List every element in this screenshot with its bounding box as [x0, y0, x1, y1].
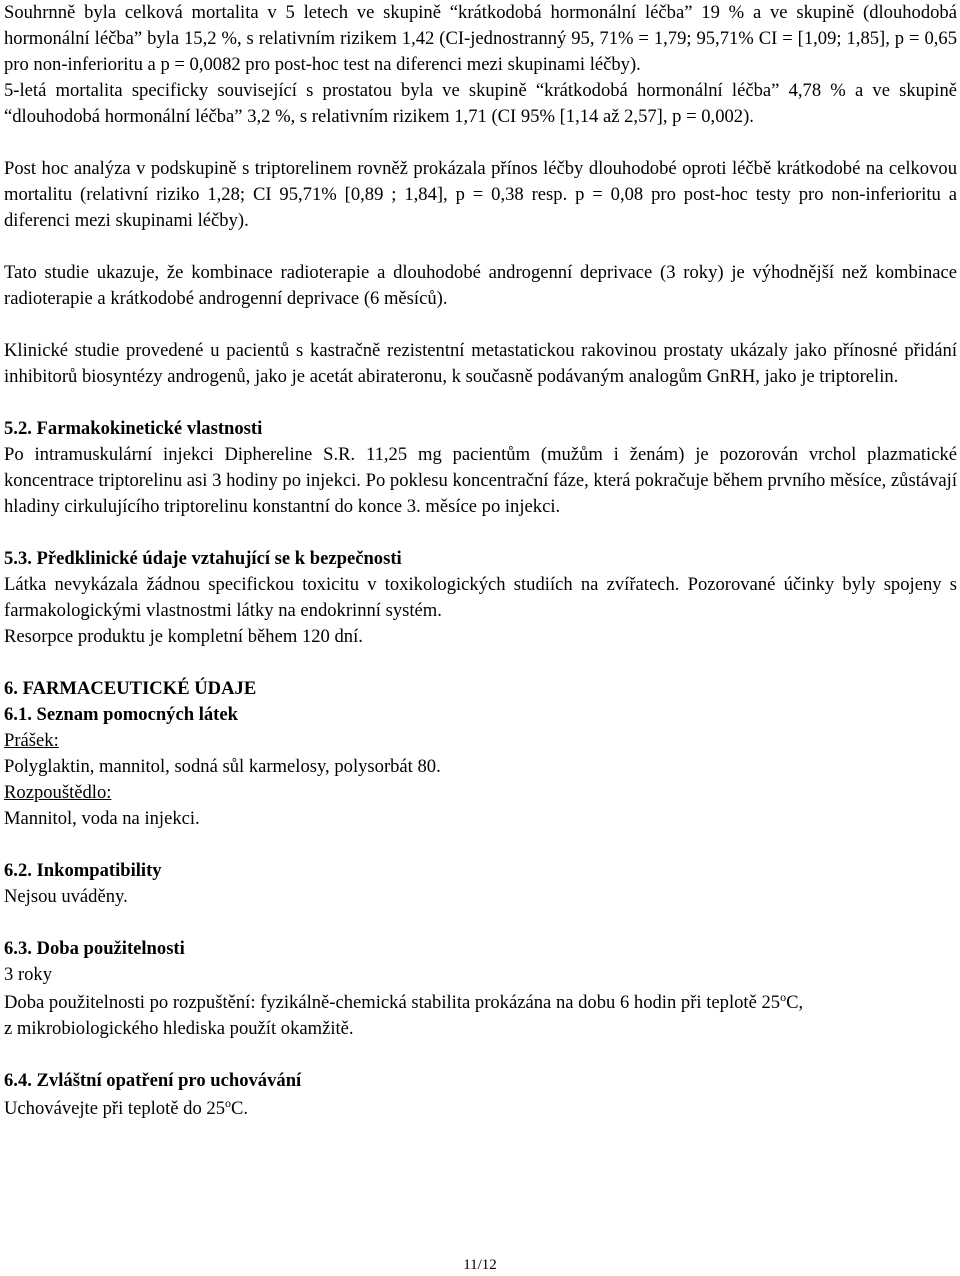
text-6-3-after: C,: [786, 992, 804, 1013]
section-6-4: [4, 1068, 957, 1122]
label-solvent-text: Rozpouštědlo:: [4, 782, 112, 803]
text-6-4-before: Uchovávejte při teplotě do 25: [4, 1098, 225, 1119]
heading-6-4: 6.4. Zvláštní opatření pro uchovávání: [4, 1070, 302, 1091]
heading-6: 6. FARMACEUTICKÉ ÚDAJE: [4, 678, 257, 699]
degree-sup: o: [780, 990, 787, 1004]
text-5-3-resorption: Resorpce produktu je kompletní během 120 dní.: [4, 626, 363, 647]
document-page: [4, 0, 957, 1122]
section-6-2: [4, 858, 957, 910]
text-powder: Polyglaktin, mannitol, sodná sůl karmelosy, polysorbát 80.: [4, 756, 441, 777]
text-solvent: Mannitol, voda na injekci.: [4, 808, 200, 829]
text-6-3-after-reconstitution: [4, 990, 957, 1016]
text-6-2: Nejsou uváděny.: [4, 886, 128, 907]
text-6-3-years: 3 roky: [4, 964, 53, 985]
text-5-3-toxicity: Látka nevykázala žádnou specifickou toxicitu v toxikologických studiích na zvířatech. Pozorované účinky byly spojeny s farmakologickými vlastnostmi látky na endokrinní systém.: [4, 574, 957, 621]
text-6-4-after: C.: [231, 1098, 249, 1119]
label-powder-text: Prášek:: [4, 730, 59, 751]
text-6-3-microbiological: z mikrobiologického hlediska použít okamžitě.: [4, 1018, 354, 1039]
heading-5-2: 5.2. Farmakokinetické vlastnosti: [4, 418, 263, 439]
heading-6-2: 6.2. Inkompatibility: [4, 860, 162, 881]
text-6-4: [4, 1096, 957, 1122]
section-6-3: [4, 936, 957, 1042]
degree-sup-6-4: o: [225, 1096, 231, 1110]
paragraph-prostate-mortality: 5-letá mortalita specificky související s prostatou byla ve skupině “krátkodobá hormonální léčba” 4,78 % a ve skupině “dlouhodobá hormonální léčba” 3,2 %, s relativním rizikem 1,71 (CI 95% [1,14 až 2,57], p = 0,002).: [4, 80, 957, 127]
paragraph-clinical-studies: Klinické studie provedené u pacientů s kastračně rezistentní metastatickou rakovinou prostaty ukázaly jako přínosné přidání inhibitorů biosyntézy androgenů, jako je acetát abirateronu, k současně podávaným analogům GnRH, jako je triptorelin.: [4, 340, 957, 387]
paragraph-post-hoc-analysis: Post hoc analýza v podskupině s triptorelinem rovněž prokázala přínos léčby dlouhodobé oproti léčbě krátkodobé na celkovou mortalitu (relativní riziko 1,28; CI 95,71% [0,89 ; 1,84], p = 0,38 resp. p = 0,08 pro post-hoc testy pro non-inferioritu a diferenci mezi skupinami léčby).: [4, 158, 957, 231]
heading-5-3: 5.3. Předklinické údaje vztahující se k bezpečnosti: [4, 548, 402, 569]
label-powder: [4, 728, 957, 754]
heading-6-3: 6.3. Doba použitelnosti: [4, 938, 185, 959]
text-5-2: Po intramuskulární injekci Diphereline S.R. 11,25 mg pacientům (mužům i ženám) je pozorován vrchol plazmatické koncentrace triptorelinu asi 3 hodiny po injekci. Po poklesu koncentrační fáze, která pokračuje během prvního měsíce, zůstávají hladiny cirkulujícího triptorelinu konstantní do konce 3. měsíce po injekci.: [4, 444, 957, 517]
label-solvent: [4, 780, 957, 806]
text-6-3-before: Doba použitelnosti po rozpuštění: fyzikálně-chemická stabilita prokázána na dobu 6 hodin při teplotě 25: [4, 992, 781, 1013]
paragraph-study-conclusion: Tato studie ukazuje, že kombinace radioterapie a dlouhodobé androgenní deprivace (3 roky) je výhodnější než kombinace radioterapie a krátkodobé androgenní deprivace (6 měsíců).: [4, 262, 957, 309]
paragraph-overall-mortality: Souhrnně byla celková mortalita v 5 letech ve skupině “krátkodobá hormonální léčba” 19 % a ve skupině (dlouhodobá hormonální léčba” byla 15,2 %, s relativním rizikem 1,42 (CI-jednostranný 95, 71% = 1,79; 95,71% CI = [1,09; 1,85], p = 0,65 pro non-inferioritu a p = 0,0082 pro post-hoc test na diferenci mezi skupinami léčby).: [4, 2, 957, 75]
section-6: [4, 676, 957, 832]
page-number: 11/12: [463, 1257, 497, 1273]
heading-6-1: 6.1. Seznam pomocných látek: [4, 704, 238, 725]
section-5-2: [4, 416, 957, 520]
section-5-3: [4, 546, 957, 650]
